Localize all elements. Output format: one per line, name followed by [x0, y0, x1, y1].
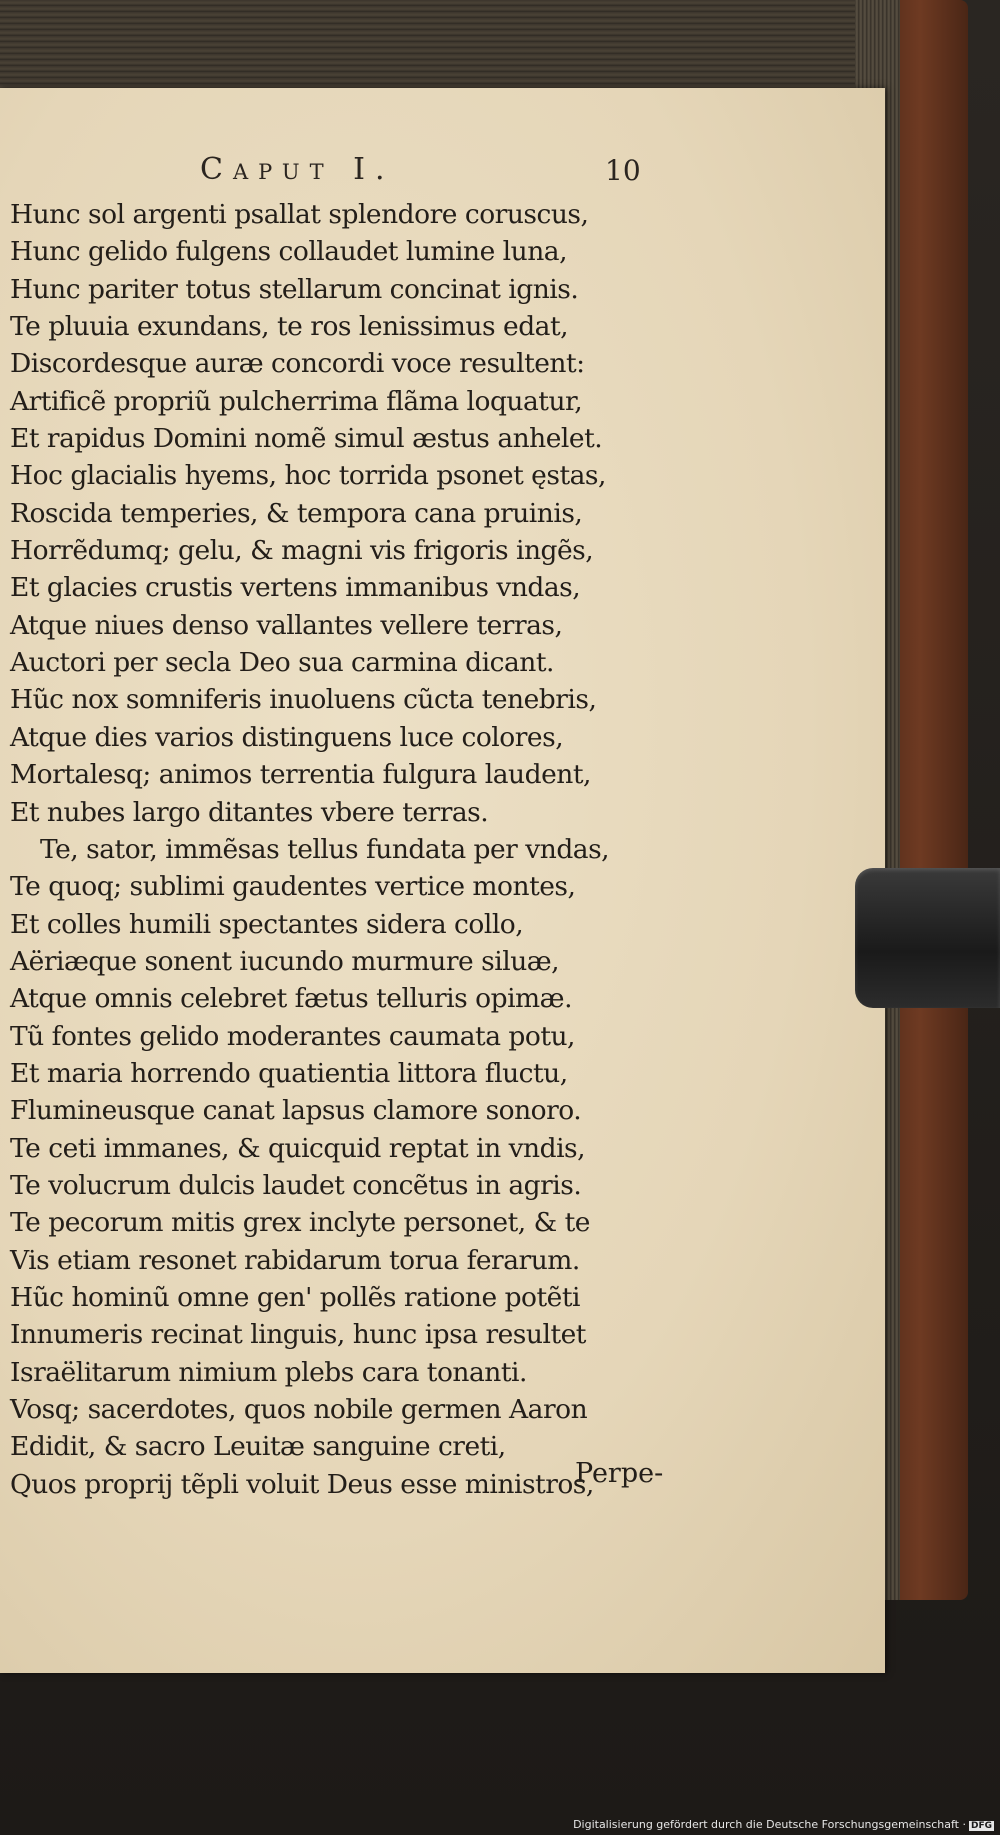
- verse-line: Et colles humili spectantes sidera collo,: [10, 908, 524, 940]
- verse-line: Te ceti immanes, & quicquid reptat in vndis,: [10, 1132, 586, 1164]
- running-head: Caput I.: [200, 152, 395, 187]
- dfg-logo: DFG: [970, 1821, 992, 1831]
- verse-line: Atque dies varios distinguens luce colores,: [10, 721, 564, 753]
- book-clasp: [855, 868, 1000, 1008]
- verse-line: Innumeris recinat linguis, hunc ipsa resultet: [10, 1319, 586, 1351]
- verse-line: Artificẽ propriũ pulcherrima flãma loquatur,: [10, 385, 583, 417]
- book-top-edge: [0, 0, 900, 92]
- credit-text: Digitalisierung gefördert durch die Deutsche Forschungsgemeinschaft ·: [573, 1818, 966, 1831]
- digitization-credit: [573, 1818, 994, 1831]
- verse-line-indented: Te, sator, immẽsas tellus fundata per vndas,: [40, 833, 610, 865]
- verse-line: Te pluuia exundans, te ros lenissimus edat,: [10, 311, 569, 343]
- verse-line: Flumineusque canat lapsus clamore sonoro.: [10, 1095, 582, 1127]
- verse-list: [10, 196, 670, 1503]
- page-number: 10: [605, 154, 641, 187]
- verse-line: Vis etiam resonet rabidarum torua ferarum.: [10, 1244, 580, 1276]
- verse-line: Horrẽdumq; gelu, & magni vis frigoris ingẽs,: [10, 535, 594, 567]
- catchword: Perpe-: [575, 1458, 664, 1489]
- verse-line: Mortalesq; animos terrentia fulgura laudent,: [10, 759, 591, 791]
- verse-line: Edidit, & sacro Leuitæ sanguine creti,: [10, 1431, 506, 1463]
- verse-line: Discordesque auræ concordi voce resultent:: [10, 348, 585, 380]
- verse-line: Te quoq; sublimi gaudentes vertice montes,: [10, 871, 576, 903]
- verse-line: Auctori per secla Deo sua carmina dicant.: [10, 647, 554, 679]
- verse-line: Hunc gelido fulgens collaudet lumine luna,: [10, 236, 568, 268]
- verse-line: Et rapidus Domini nomẽ simul æstus anhelet.: [10, 423, 603, 455]
- book-cover: [888, 0, 968, 1600]
- verse-line: Israëlitarum nimium plebs cara tonanti.: [10, 1356, 527, 1388]
- verse-line: Hunc pariter totus stellarum concinat ignis.: [10, 273, 579, 305]
- verse-line: Hũc nox somniferis inuoluens cũcta tenebris,: [10, 684, 597, 716]
- verse-line: Te pecorum mitis grex inclyte personet, & te: [10, 1207, 590, 1239]
- verse-line: Aëriæque sonent iucundo murmure siluæ,: [10, 945, 560, 977]
- verse-line: Et nubes largo ditantes vbere terras.: [10, 796, 489, 828]
- verse-line: Hunc sol argenti psallat splendore coruscus,: [10, 199, 589, 230]
- verse-line: Hoc glacialis hyems, hoc torrida psonet ęstas,: [10, 460, 606, 492]
- verse-line: Quos proprij tẽpli voluit Deus esse ministros,: [10, 1468, 594, 1500]
- page-header: [0, 152, 885, 192]
- verse-line: Te volucrum dulcis laudet concẽtus in agris.: [10, 1169, 582, 1201]
- verse-line: Roscida temperies, & tempora cana pruinis,: [10, 497, 583, 529]
- verse-line: Hũc hominũ omne gen' pollẽs ratione potẽti: [10, 1281, 580, 1313]
- verse-line: Atque omnis celebret fætus telluris opimæ.: [10, 983, 572, 1015]
- verse-line: Tũ fontes gelido moderantes caumata potu,: [10, 1020, 575, 1052]
- verse-line: Vosq; sacerdotes, quos nobile germen Aaron: [10, 1394, 588, 1425]
- verse-line: Et maria horrendo quatientia littora fluctu,: [10, 1057, 568, 1089]
- verse-line: Atque niues denso vallantes vellere terras,: [10, 609, 563, 641]
- book-page: [0, 88, 885, 1673]
- verse-line: Et glacies crustis vertens immanibus vndas,: [10, 572, 581, 604]
